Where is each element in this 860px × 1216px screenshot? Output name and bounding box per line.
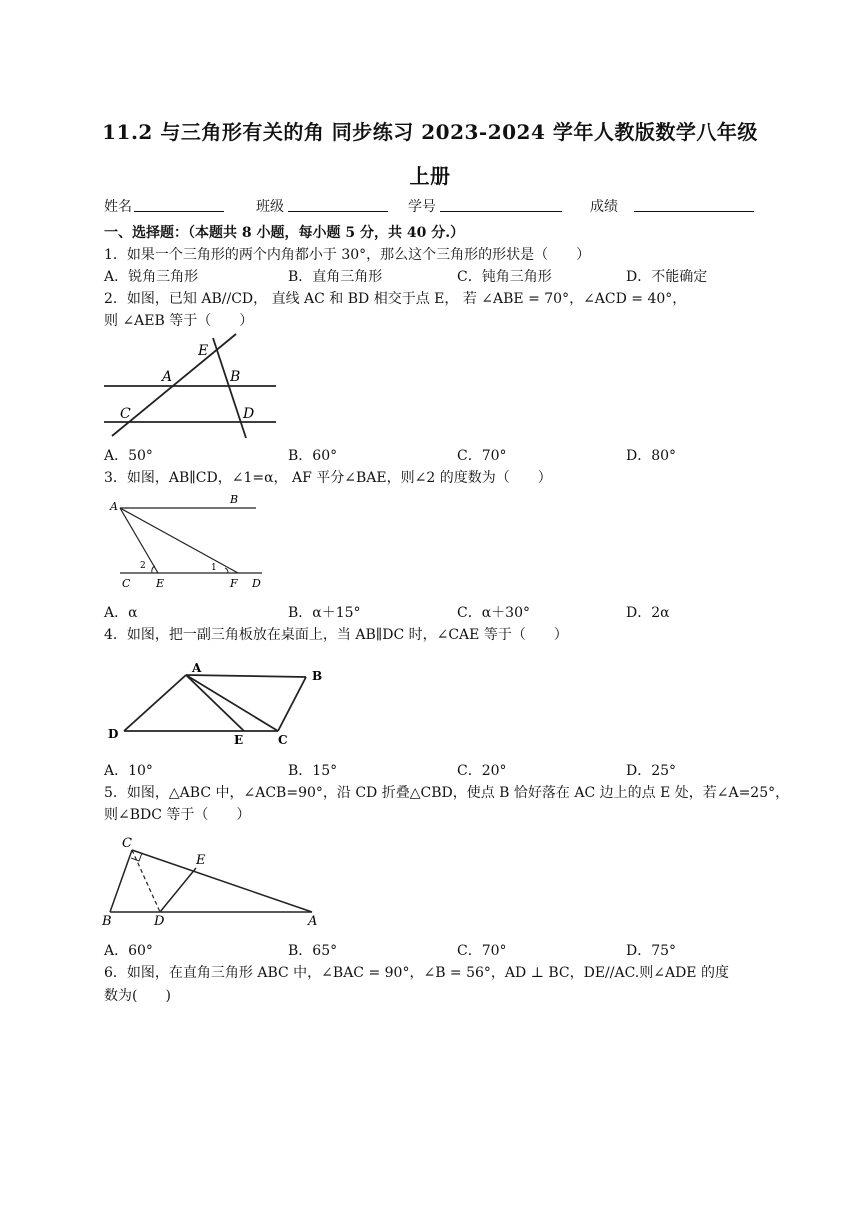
q3-label-a: A xyxy=(110,500,118,513)
q3-option-b[interactable]: B．α＋15° xyxy=(288,605,361,621)
score-blank[interactable] xyxy=(634,211,754,212)
q2-label-a: A xyxy=(162,369,173,385)
q5-option-d[interactable]: D．75° xyxy=(626,943,677,959)
class-blank[interactable] xyxy=(288,211,388,212)
q2-label-b: B xyxy=(230,369,241,385)
q3-label-d: D xyxy=(252,577,261,590)
q5-figure xyxy=(100,830,324,928)
q5-label-b: B xyxy=(102,914,112,928)
question-6-stem: 6．如图，在直角三角形 ABC 中，∠BAC = 90°，∠B = 56°，AD ⊥ BC，DE//AC.则∠ADE 的度 xyxy=(104,965,729,981)
q3-label-e: E xyxy=(156,577,165,590)
page-title-continued: 上册 xyxy=(409,164,451,188)
q2-label-d: D xyxy=(243,406,255,422)
q4-label-b: B xyxy=(312,669,323,683)
q5-option-c[interactable]: C．70° xyxy=(457,943,507,959)
name-blank[interactable] xyxy=(134,211,224,212)
q4-option-d[interactable]: D．25° xyxy=(626,763,677,779)
question-6-stem-cont: 数为( ) xyxy=(104,988,171,1004)
q2-option-a[interactable]: A．50° xyxy=(104,448,153,464)
q5-option-b[interactable]: B．65° xyxy=(288,943,338,959)
q3-label-c: C xyxy=(122,577,131,590)
class-label: 班级 xyxy=(256,199,284,215)
q5-label-c: C xyxy=(122,836,132,851)
number-blank[interactable] xyxy=(440,211,562,212)
q1-option-a[interactable]: A．锐角三角形 xyxy=(104,269,199,285)
question-2-stem-cont: 则 ∠AEB 等于（ ） xyxy=(104,313,254,329)
q2-label-e: E xyxy=(198,343,209,359)
q5-label-a: A xyxy=(308,914,318,928)
page-title: 11.2 与三角形有关的角 同步练习 2023-2024 学年人教版数学八年级 xyxy=(102,120,758,144)
q3-angle-2: 2 xyxy=(140,561,146,571)
q4-option-b[interactable]: B．15° xyxy=(288,763,338,779)
question-2-stem: 2．如图，已知 AB//CD， 直线 AC 和 BD 相交于点 E， 若 ∠ABE = 70°，∠ACD = 40°， xyxy=(104,291,687,307)
q1-option-d[interactable]: D．不能确定 xyxy=(626,269,708,285)
q2-figure xyxy=(100,330,280,440)
q3-figure xyxy=(104,490,270,590)
q4-option-c[interactable]: C．20° xyxy=(457,763,507,779)
q2-option-d[interactable]: D．80° xyxy=(626,448,677,464)
q1-option-b[interactable]: B．直角三角形 xyxy=(288,269,383,285)
q4-figure xyxy=(100,656,330,752)
q3-option-d[interactable]: D．2α xyxy=(626,605,670,621)
q2-option-b[interactable]: B．60° xyxy=(288,448,338,464)
q4-label-d: D xyxy=(108,727,119,741)
number-label: 学号 xyxy=(408,199,436,215)
name-label: 姓名 xyxy=(104,199,132,215)
question-4-stem: 4．如图，把一副三角板放在桌面上，当 AB∥DC 时，∠CAE 等于（ ） xyxy=(104,627,568,643)
q5-option-a[interactable]: A．60° xyxy=(104,943,153,959)
q4-label-c: C xyxy=(278,733,288,747)
q4-label-a: A xyxy=(192,661,202,675)
q3-angle-1: 1 xyxy=(211,563,217,573)
question-5-stem-cont: 则∠BDC 等于（ ） xyxy=(104,807,251,823)
q3-option-c[interactable]: C．α＋30° xyxy=(457,605,530,621)
question-3-stem: 3．如图，AB∥CD，∠1=α， AF 平分∠BAE，则∠2 的度数为（ ） xyxy=(104,470,552,486)
q5-label-d: D xyxy=(154,914,165,928)
section-heading: 一、选择题：（本题共 8 小题，每小题 5 分，共 40 分.） xyxy=(104,225,465,241)
score-label: 成绩 xyxy=(590,199,618,215)
student-info-row xyxy=(104,196,756,218)
question-5-stem: 5．如图，△ABC 中，∠ACB=90°，沿 CD 折叠△CBD，使点 B 恰好落在 AC 边上的点 E 处，若∠A=25°， xyxy=(104,785,790,801)
question-1-stem: 1．如果一个三角形的两个内角都小于 30°，那么这个三角形的形状是（ ） xyxy=(104,247,591,263)
q1-option-c[interactable]: C．钝角三角形 xyxy=(457,269,552,285)
q4-label-e: E xyxy=(234,733,244,747)
q3-label-f: F xyxy=(230,577,238,590)
q2-option-c[interactable]: C．70° xyxy=(457,448,507,464)
q5-label-e: E xyxy=(196,853,206,868)
q3-label-b: B xyxy=(230,493,239,506)
q2-label-c: C xyxy=(120,406,131,422)
q4-option-a[interactable]: A．10° xyxy=(104,763,153,779)
q3-option-a[interactable]: A．α xyxy=(104,605,138,621)
